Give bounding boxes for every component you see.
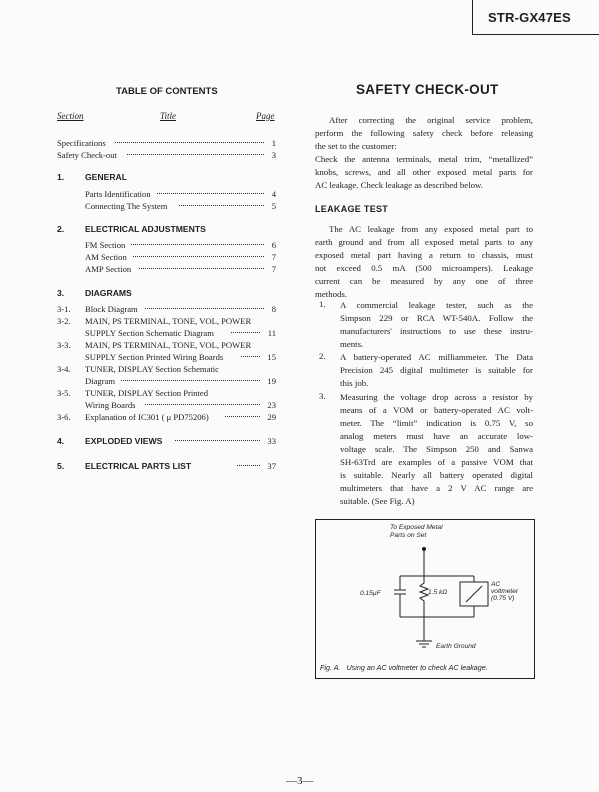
toc-item-number: 3-6. <box>57 412 71 422</box>
toc-entry-label[interactable]: TUNER, DISPLAY Section Schematic <box>85 364 219 374</box>
toc-entry-label: AM Section <box>85 252 127 262</box>
figure-top-label: Parts on Set <box>390 532 427 539</box>
toc-item-number: 3-3. <box>57 340 71 350</box>
toc-entry-label: Wiring Boards <box>85 400 136 410</box>
toc-entry-page: 29 <box>267 412 276 422</box>
toc-item-number: 3-2. <box>57 316 71 326</box>
safety-title: SAFETY CHECK-OUT <box>356 82 499 97</box>
meter-label: (0.75 V) <box>491 595 515 602</box>
text-line: multimeters that have a 2 V AC range are <box>340 483 533 493</box>
text-line: means of a VOM or battery-operated AC volt- <box>340 405 533 415</box>
safety-intro <box>315 114 533 192</box>
toc-section-number: 4. <box>57 436 65 446</box>
text-line: earth ground and from all exposed metal parts to any <box>315 237 533 247</box>
leader-dots <box>115 142 264 143</box>
leader-dots <box>225 416 260 417</box>
text-line: suitable. (See Fig. A) <box>340 496 415 506</box>
figure-a <box>315 519 535 679</box>
leakage-paragraph <box>315 223 533 301</box>
toc-entry-tuner-wiring[interactable] <box>85 399 276 411</box>
toc-entry-main-schematic[interactable] <box>85 327 276 339</box>
toc-entry-page: 7 <box>271 252 276 262</box>
toc-entry-page: 11 <box>267 328 276 338</box>
toc-section-title: GENERAL <box>85 172 128 182</box>
leader-dots <box>241 356 260 357</box>
text-line: After correcting the original service problem, <box>329 115 533 125</box>
text-line: methods. <box>315 289 348 299</box>
toc-section-page: 33 <box>267 436 276 446</box>
toc-entry-block-diagram[interactable] <box>85 303 276 315</box>
model-name: STR-GX47ES <box>488 10 571 25</box>
text-line: analog meters must have an accurate low- <box>340 431 533 441</box>
figure-top-label: To Exposed Metal <box>390 524 443 531</box>
toc-section-number: 3. <box>57 288 65 298</box>
capacitor-label: 0.15μF <box>360 590 381 597</box>
toc-section-title: ELECTRICAL ADJUSTMENTS <box>85 224 206 234</box>
ground-label: Earth Ground <box>436 643 476 650</box>
toc-entry-label: AMP Section <box>85 264 132 274</box>
toc-entry-amp-section[interactable] <box>85 263 276 275</box>
toc-section-general[interactable] <box>57 171 276 183</box>
toc-entry-label[interactable]: MAIN, PS TERMINAL, TONE, VOL, POWER <box>85 316 252 326</box>
meter-label: voltmeter <box>491 588 519 595</box>
toc-item-number: 3-4. <box>57 364 71 374</box>
toc-entry-label: SUPPLY Section Schematic Diagram <box>85 328 214 338</box>
resistor-label: 1.5 kΩ <box>428 589 448 596</box>
toc-entry-main-wiring[interactable] <box>85 351 276 363</box>
toc-entry-label: Diagram <box>85 376 116 386</box>
figure-caption: Fig. A. Using an AC voltmeter to check AC leakage. <box>320 663 488 672</box>
leader-dots <box>127 154 264 155</box>
toc-entry-page: 7 <box>271 264 276 274</box>
text-line: the set to the customer: <box>315 141 397 151</box>
toc-entry-label: SUPPLY Section Printed Wiring Boards <box>85 352 224 362</box>
toc-entry-page: 3 <box>271 150 276 160</box>
leader-dots <box>139 268 264 269</box>
method-2 <box>340 351 533 390</box>
toc-entry-label: Specifications <box>57 138 106 148</box>
toc-entry-label: Connecting The System <box>85 201 168 211</box>
toc-entry-am-section[interactable] <box>85 251 276 263</box>
toc-section-electrical-adjustments[interactable] <box>57 223 276 235</box>
toc-section-title: DIAGRAMS <box>85 288 132 298</box>
method-number: 3. <box>319 391 326 401</box>
text-line: Simpson 229 or RCA WT-540A. Follow the <box>340 313 533 323</box>
toc-entry-ic301[interactable] <box>85 411 276 423</box>
leader-dots <box>145 404 260 405</box>
leader-dots <box>131 244 264 245</box>
text-line: perform the following safety check before releasing <box>315 128 533 138</box>
leader-dots <box>179 205 264 206</box>
toc-section-title: ELECTRICAL PARTS LIST <box>85 461 192 471</box>
leader-dots <box>231 332 260 333</box>
leader-dots <box>145 308 264 309</box>
toc-section-diagrams[interactable] <box>57 287 276 299</box>
toc-section-page: 37 <box>267 461 276 471</box>
toc-title: TABLE OF CONTENTS <box>116 86 218 97</box>
toc-entry-specifications[interactable] <box>57 137 276 149</box>
toc-section-number: 5. <box>57 461 65 471</box>
text-line: SH-63Trd are examples of a passive VOM that <box>340 457 533 467</box>
toc-entry-label[interactable]: TUNER, DISPLAY Section Printed <box>85 388 209 398</box>
toc-col-page: Page <box>256 111 275 121</box>
toc-entry-page: 23 <box>267 400 276 410</box>
toc-entry-page: 15 <box>267 352 276 362</box>
method-number: 2. <box>319 351 326 361</box>
text-line: not exceed 0.5 mA (500 microampers). Leakage <box>315 263 533 273</box>
toc-entry-label[interactable]: MAIN, PS TERMINAL, TONE, VOL, POWER <box>85 340 252 350</box>
leader-dots <box>175 440 260 441</box>
toc-entry-page: 5 <box>271 201 276 211</box>
text-line: Precision 245 digital multimeter is suitable for <box>340 365 533 375</box>
text-line: knobs, screws, and all other exposed metal parts for <box>315 167 533 177</box>
toc-entry-page: 8 <box>271 304 276 314</box>
text-line: this job. <box>340 378 369 388</box>
toc-entry-label: FM Section <box>85 240 126 250</box>
toc-entry-connecting-the-system[interactable] <box>85 200 276 212</box>
toc-entry-parts-identification[interactable] <box>85 188 276 200</box>
text-line: A commercial leakage tester, such as the <box>340 300 533 310</box>
leader-dots <box>133 256 264 257</box>
method-number: 1. <box>319 299 326 309</box>
toc-entry-fm-section[interactable] <box>85 239 276 251</box>
leader-dots <box>157 193 264 194</box>
toc-entry-tuner-schematic[interactable] <box>85 375 276 387</box>
toc-section-number: 2. <box>57 224 65 234</box>
text-line: ments. <box>340 339 364 349</box>
meter-label: AC <box>491 581 501 588</box>
toc-col-section: Section <box>57 111 84 121</box>
toc-entry-label: Safety Check-out <box>57 150 117 160</box>
text-line: is suitable. Nearly all battery operated digital <box>340 470 533 480</box>
method-1 <box>340 299 533 351</box>
toc-item-number: 3-1. <box>57 304 71 314</box>
toc-section-electrical-parts-list[interactable] <box>57 460 276 472</box>
toc-section-title: EXPLODED VIEWS <box>85 436 163 446</box>
text-line: AC leakage. Check leakage as described below. <box>315 180 483 190</box>
leader-dots <box>237 465 260 466</box>
text-line: current can be measured by any one of three <box>315 276 533 286</box>
toc-entry-label: Explanation of IC301 ( μ PD75206) <box>85 412 209 422</box>
toc-entry-page: 19 <box>267 376 276 386</box>
toc-section-exploded-views[interactable] <box>57 435 276 447</box>
text-line: manufacturers' instructions to use these instru- <box>340 326 533 336</box>
text-line: voltage scale. The Simpson 250 and Sanwa <box>340 444 533 454</box>
toc-col-title: Title <box>160 111 177 121</box>
text-line: The AC leakage from any exposed metal part to <box>329 224 533 234</box>
leakage-test-title: LEAKAGE TEST <box>315 204 389 214</box>
text-line: meter. The “limit” indication is 0.75 V, so <box>340 418 533 428</box>
toc-entry-page: 1 <box>271 138 276 148</box>
toc-entry-page: 4 <box>271 189 276 199</box>
text-line: Measuring the voltage drop across a resistor by <box>340 392 533 402</box>
method-3 <box>340 391 533 508</box>
leader-dots <box>121 380 260 381</box>
toc-entry-page: 6 <box>271 240 276 250</box>
toc-entry-safety-check-out[interactable] <box>57 149 276 161</box>
text-line: exposed metal part having a return to chassis, must <box>315 250 533 260</box>
toc-entry-label: Block Diagram <box>85 304 138 314</box>
toc-section-number: 1. <box>57 172 65 182</box>
text-line: Check the antenna terminals, metal trim, “metallized” <box>315 154 533 164</box>
page-number: —3— <box>286 775 314 787</box>
text-line: A battery-operated AC milliammeter. The Data <box>340 352 533 362</box>
toc-entry-label: Parts Identification <box>85 189 151 199</box>
toc-item-number: 3-5. <box>57 388 71 398</box>
